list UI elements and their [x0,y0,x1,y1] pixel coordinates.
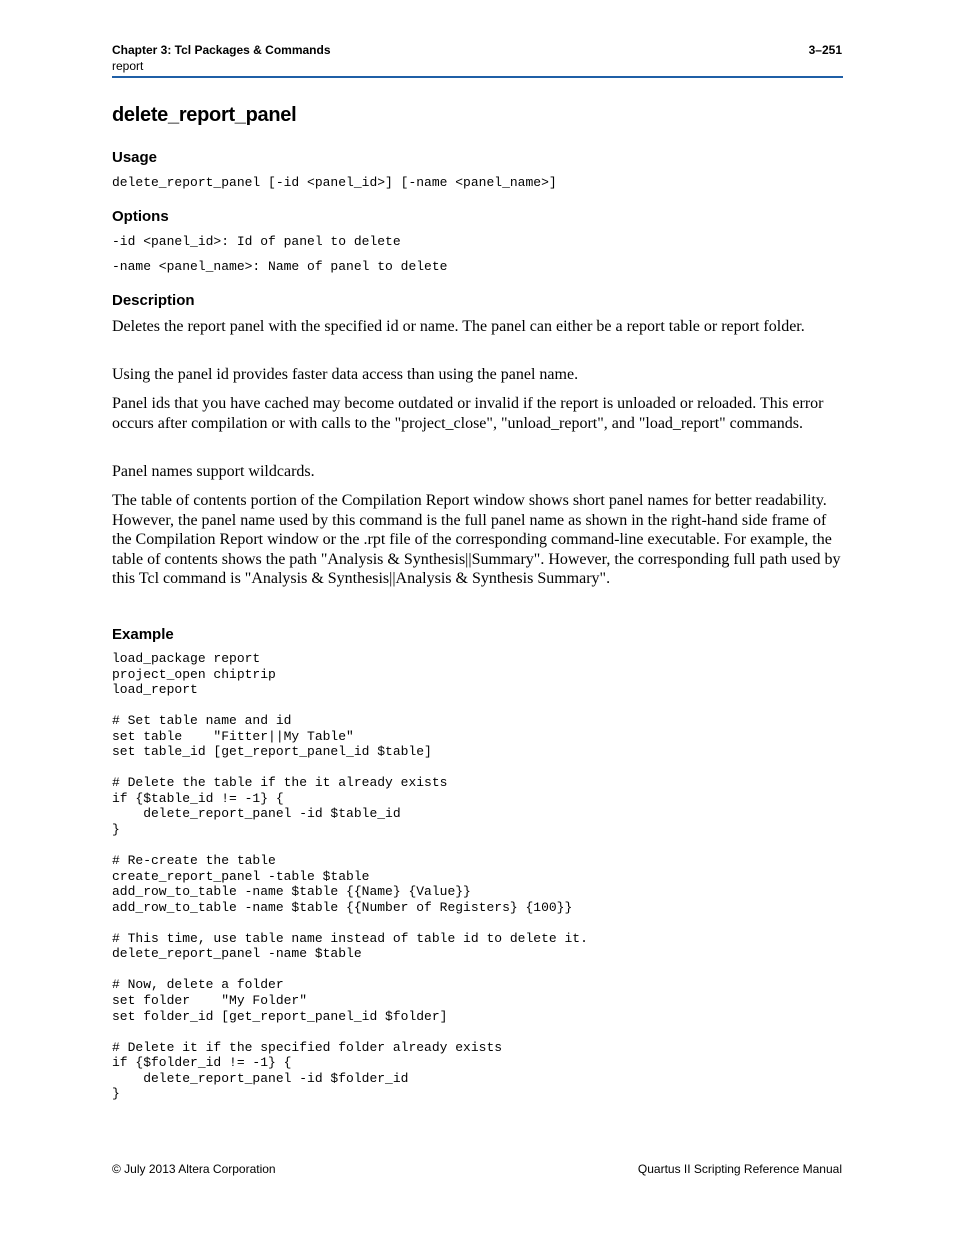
description-paragraph: The table of contents portion of the Compilation Report window shows short panel names for better readability. However, the panel name used by this command is the full panel name as shown in the right-hand side frame of the Compilation Report window or the .rpt file of the corresponding command-line executable. For example, the table of contents shows the path "Analysis & Synthesis||Summary". However, the corresponding full path used by this Tcl command is "Analysis & Synthesis||Analysis & Synthesis Summary". [112,492,841,587]
description-paragraph: Using the panel id provides faster data access than using the panel name. [112,366,579,383]
options-heading: Options [112,208,169,225]
description-heading: Description [112,292,195,309]
header-chapter: Chapter 3: Tcl Packages & Commands [112,43,331,57]
header-rule [112,76,843,78]
header-page-number: 3–251 [808,43,842,57]
footer-copyright: © July 2013 Altera Corporation [112,1162,276,1176]
option-item: -id <panel_id>: Id of panel to delete [112,234,401,249]
footer-manual-title: Quartus II Scripting Reference Manual [637,1162,842,1176]
page-title: delete_report_panel [112,104,297,126]
example-heading: Example [112,626,174,643]
usage-syntax: delete_report_panel [-id <panel_id>] [-name <panel_name>] [112,175,557,190]
header-section: report [112,59,144,73]
example-code: load_package report project_open chiptrip load_report # Set table name and id set table "Fitter||My Table" set table_id [get_report_panel_id $table] # Delete the table if the it already exists if {$table_id != -1} { delete_report_panel -id $table_id } # Re-create the table create_report_panel -table $table add_row_to_table -name $table {{Name} {Value}} add_row_to_table -name $table {{Number of Registers} {100}} # This time, use table name instead of table id to delete it. delete_report_panel -name $table # Now, delete a folder set folder "My Folder" set folder_id [get_report_panel_id $folder] # Delete it if the specified folder already exists if {$folder_id != -1} { delete_report_panel -id $folder_id } [112,651,588,1102]
description-paragraph: Panel ids that you have cached may become outdated or invalid if the report is unloaded or reloaded. This error occurs after compilation or with calls to the "project_close", "unload_report", and "load_report" commands. [112,395,824,432]
description-paragraph: Deletes the report panel with the specified id or name. The panel can either be a report table or report folder. [112,318,805,335]
description-paragraph: Panel names support wildcards. [112,463,315,480]
usage-heading: Usage [112,149,158,166]
option-item: -name <panel_name>: Name of panel to delete [112,259,448,274]
